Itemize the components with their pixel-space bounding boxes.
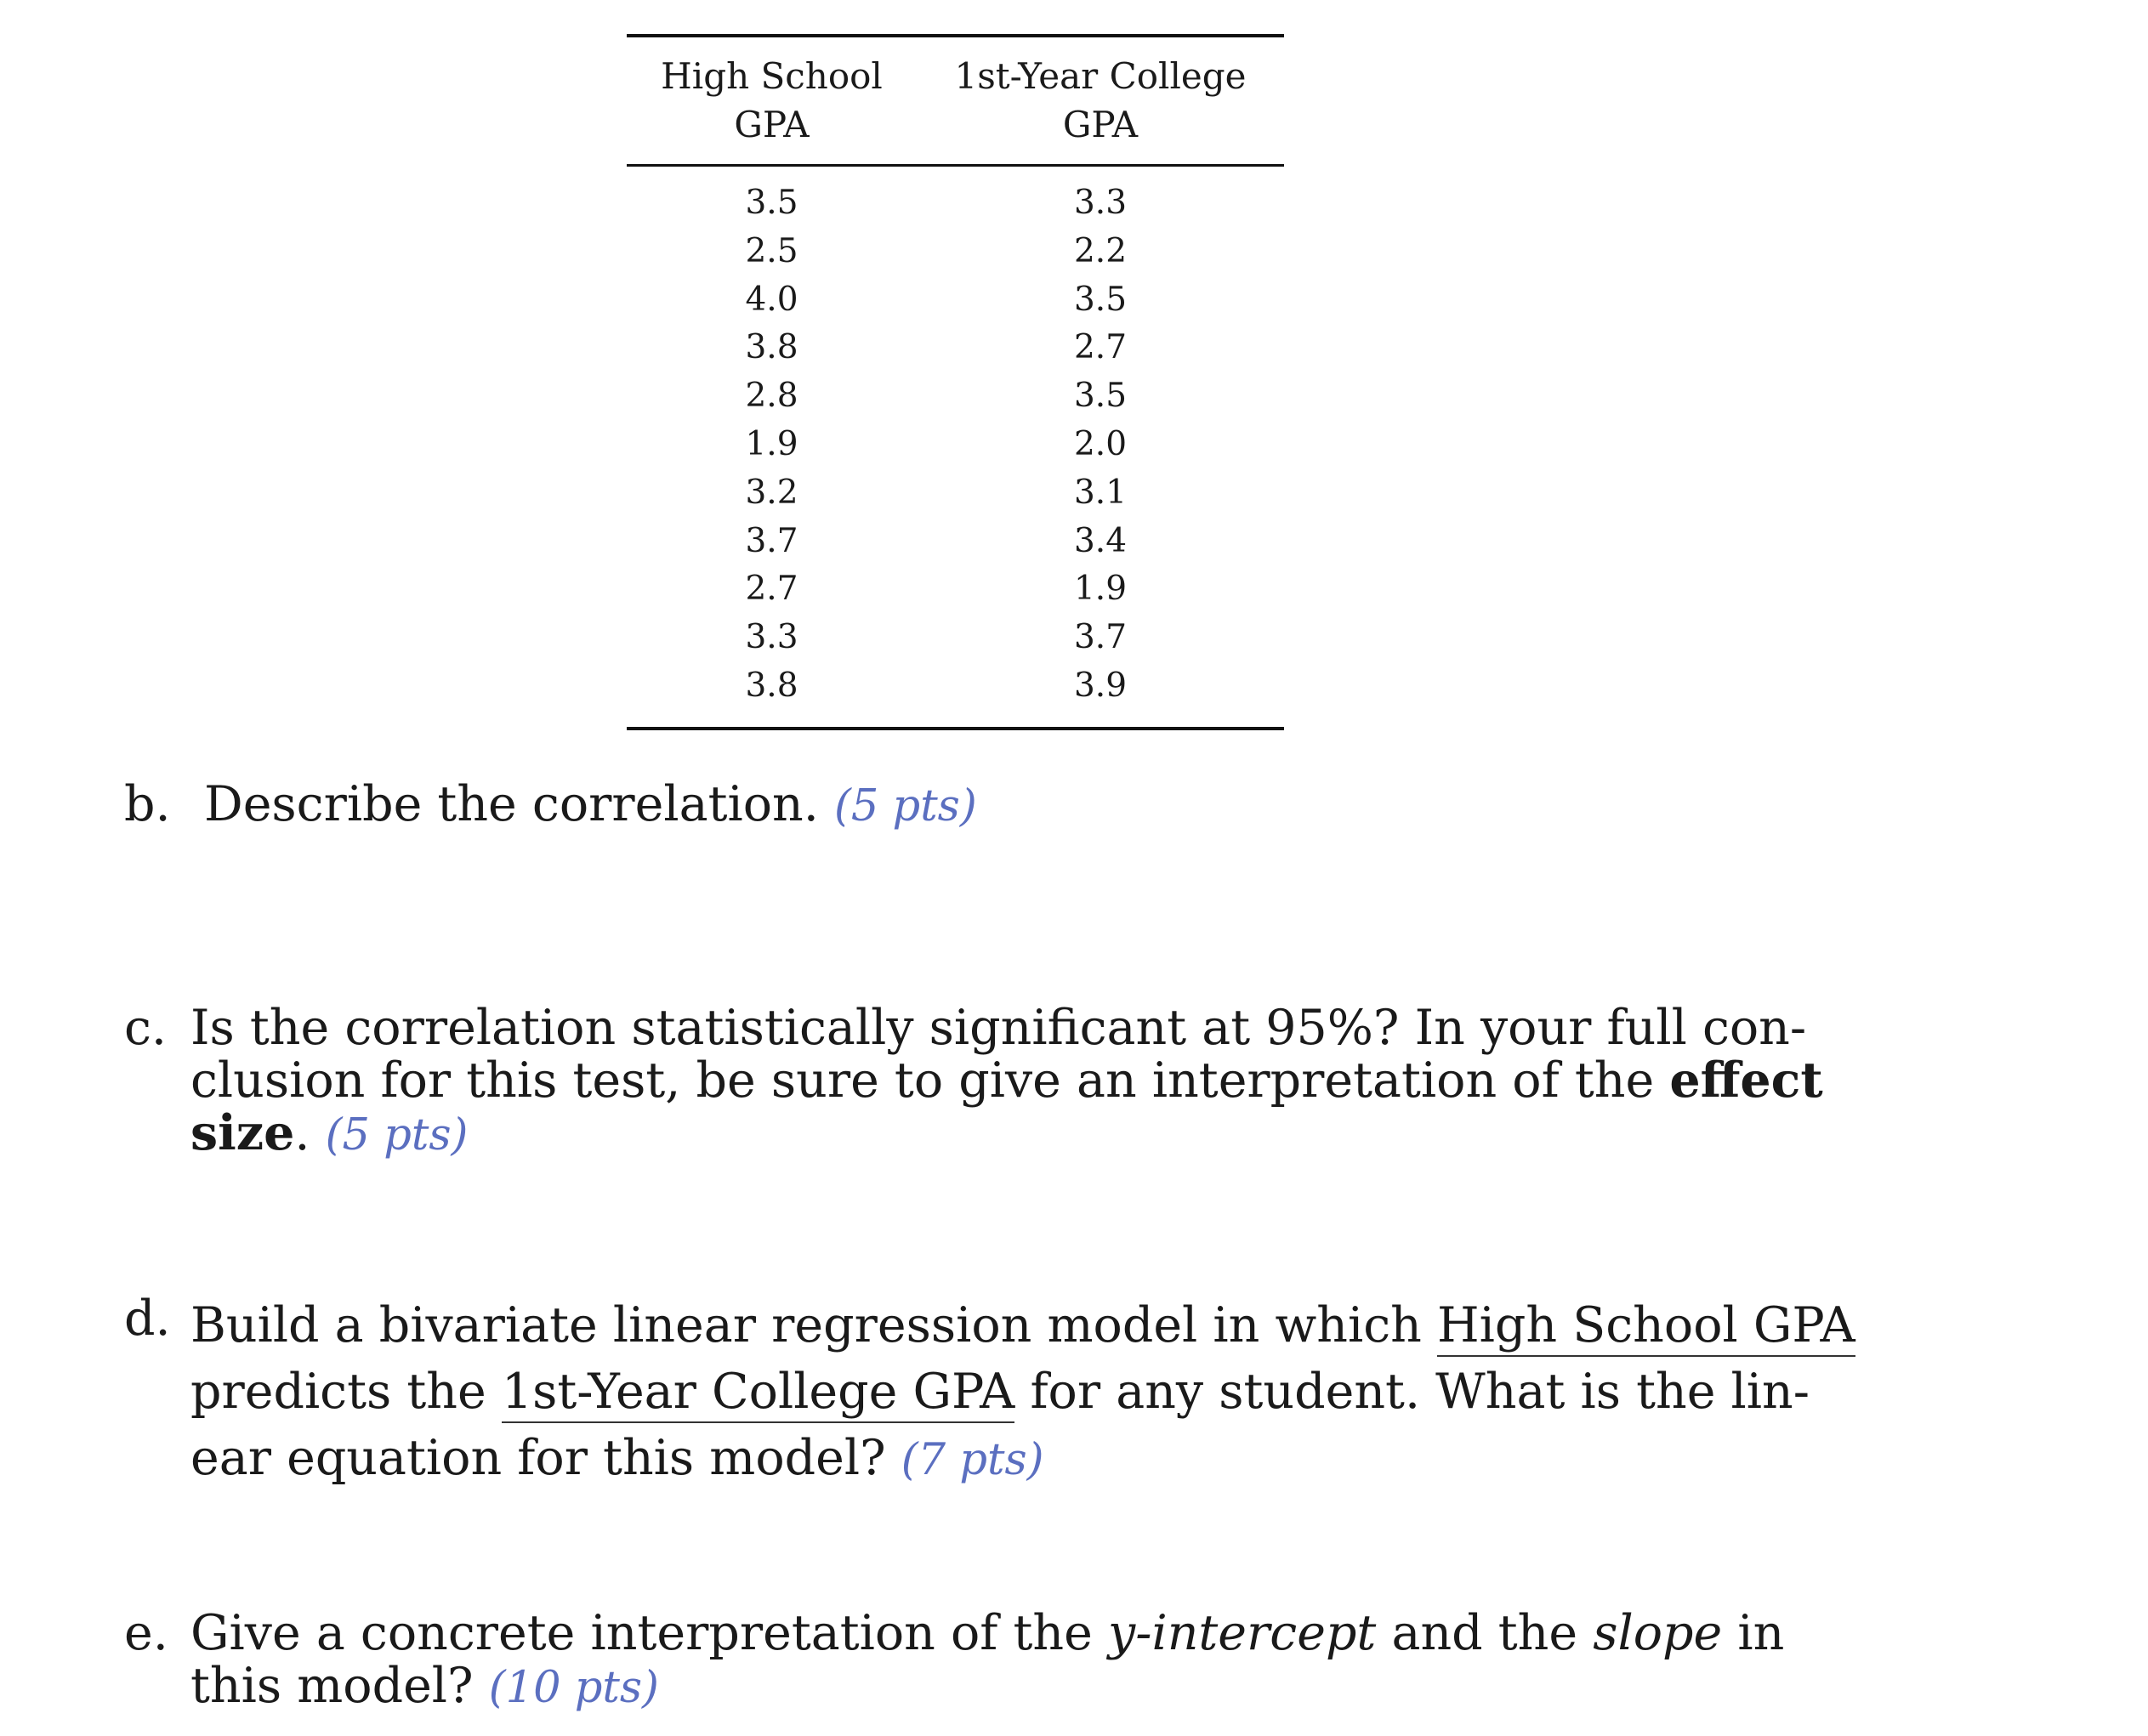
question-b-points: (5 pts) [833, 781, 977, 831]
table-row [627, 179, 1284, 228]
table-header [627, 37, 1284, 167]
high-school-gpa-cell: 3.3 [745, 618, 798, 657]
question-d-text: Build a bivariate linear regression model in which High School GPA predicts the 1st-Year College GPA for any student. What is the lin- ear equation for this model? (7 pts) [190, 1297, 1855, 1486]
question-d-points: (7 pts) [901, 1435, 1044, 1485]
question-c-letter: c. [124, 1000, 168, 1056]
slope-term: slope [1593, 1605, 1723, 1661]
college-gpa-cell: 3.3 [1073, 184, 1128, 222]
college-gpa-cell: 3.9 [1073, 666, 1128, 705]
college-gpa-cell: 2.2 [1073, 231, 1128, 270]
table-row [627, 228, 1284, 276]
college-gpa-cell: 2.0 [1073, 424, 1128, 463]
question-e-letter: e. [124, 1605, 168, 1661]
y-intercept-term: y-intercept [1108, 1605, 1377, 1661]
high-school-gpa-cell: 4.0 [745, 280, 798, 319]
table-row [627, 421, 1284, 469]
header-college-gpa: 1st-Year College GPA [954, 55, 1247, 145]
question-b-letter: b. [124, 776, 171, 832]
high-school-gpa-cell: 3.8 [745, 328, 798, 367]
high-school-gpa-cell: 3.2 [745, 473, 798, 512]
table-row [627, 372, 1284, 421]
high-school-gpa-cell: 2.5 [745, 231, 798, 270]
effect-size-term: effect [1669, 1052, 1823, 1109]
college-gpa-cell: 3.5 [1073, 280, 1128, 319]
high-school-gpa-cell: 2.7 [745, 570, 798, 609]
question-e-text: Give a concrete interpretation of the y-intercept and the slope in this model? (10 pts) [190, 1605, 1785, 1714]
table-row [627, 614, 1284, 662]
high-school-gpa-cell: 3.8 [745, 666, 798, 705]
underlined-high-school-gpa: High School GPA [1437, 1297, 1855, 1357]
college-gpa-cell: 1.9 [1073, 570, 1128, 609]
table-row [627, 518, 1284, 566]
college-gpa-cell: 2.7 [1073, 328, 1128, 367]
college-gpa-cell: 3.4 [1073, 521, 1128, 560]
gpa-table [627, 34, 1284, 730]
college-gpa-cell: 3.5 [1073, 377, 1128, 416]
high-school-gpa-cell: 3.5 [745, 184, 798, 222]
question-e-points: (10 pts) [488, 1663, 659, 1713]
table-row [627, 276, 1284, 325]
college-gpa-cell: 3.1 [1073, 473, 1128, 512]
table-row [627, 324, 1284, 372]
header-high-school-gpa: High School GPA [661, 55, 883, 145]
table-body [627, 167, 1284, 727]
table-row [627, 565, 1284, 614]
high-school-gpa-cell: 2.8 [745, 377, 798, 416]
question-c-points: (5 pts) [325, 1110, 469, 1160]
table-row [627, 469, 1284, 518]
college-gpa-cell: 3.7 [1073, 618, 1128, 657]
table-row [627, 662, 1284, 711]
high-school-gpa-cell: 1.9 [745, 424, 798, 463]
underlined-college-gpa: 1st-Year College GPA [502, 1364, 1014, 1423]
question-d-letter: d. [124, 1291, 171, 1347]
question-b-text: Describe the correlation. (5 pts) [204, 776, 977, 832]
question-c-text: Is the correlation statistically significant at 95%? In your full con- clusion for this test, be sure to give an interpretation of the effect size. (5 pts) [190, 1000, 1823, 1161]
high-school-gpa-cell: 3.7 [745, 521, 798, 560]
